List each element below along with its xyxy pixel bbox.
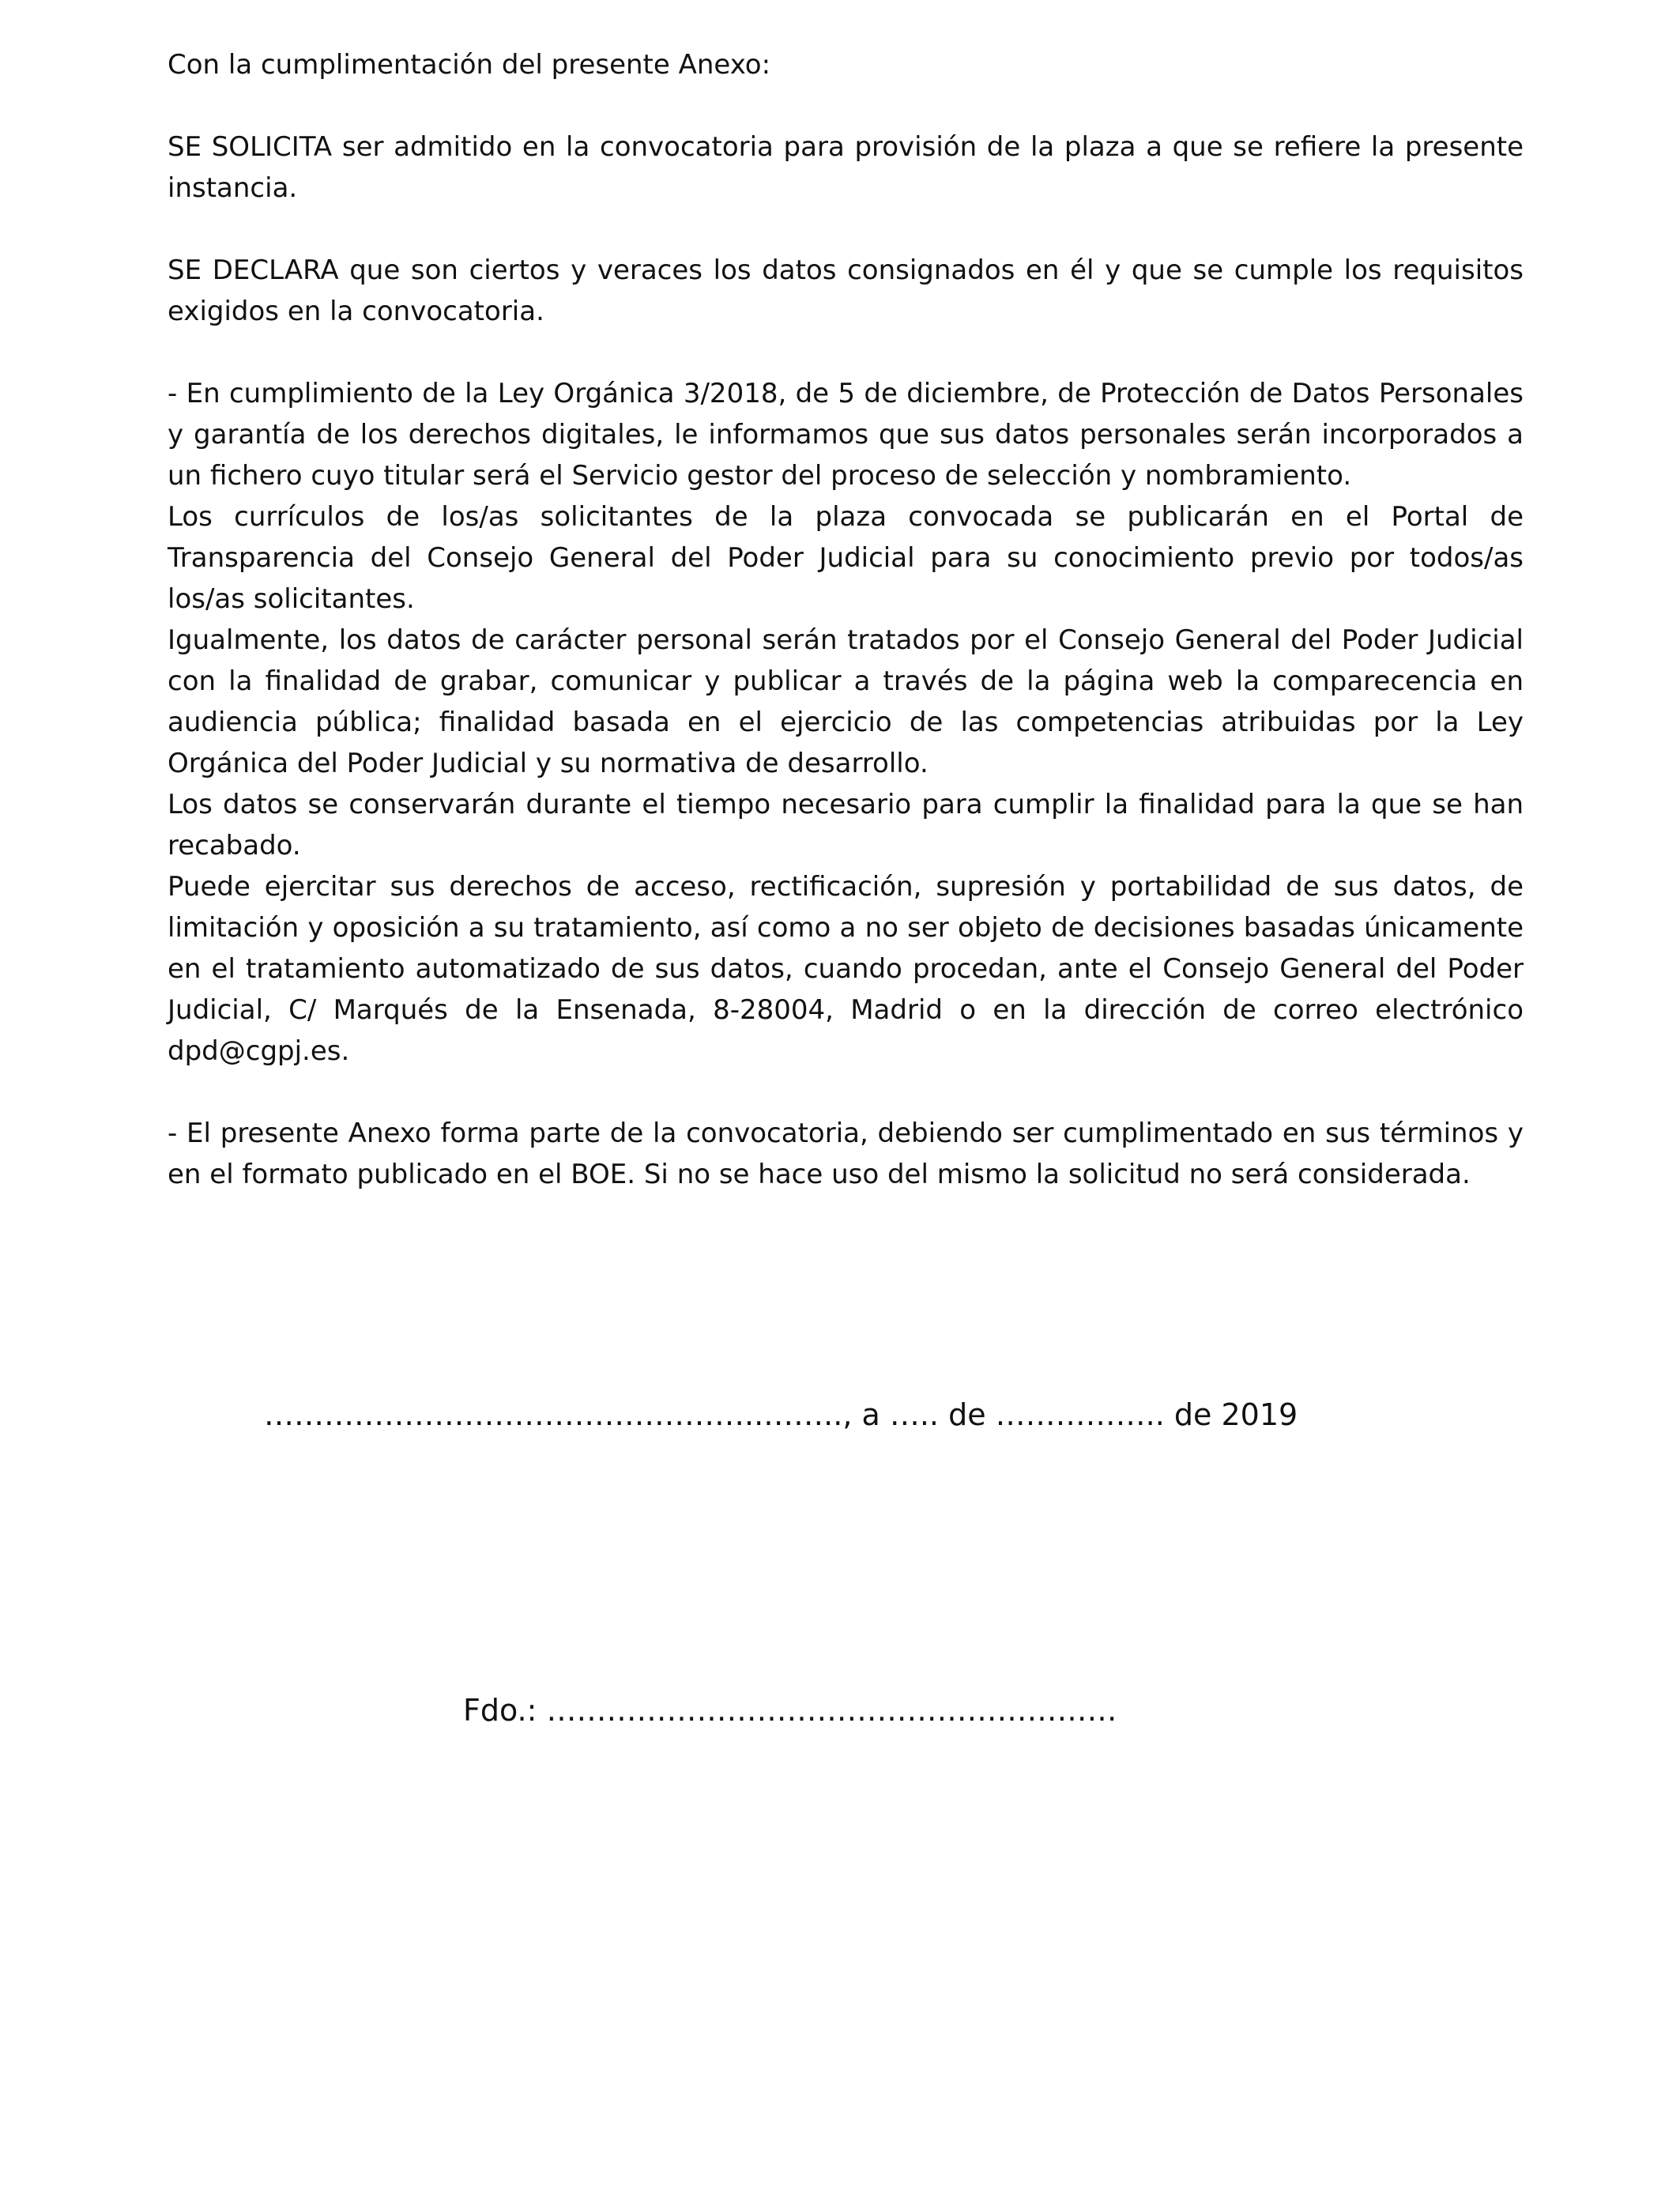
document-body — [168, 44, 1524, 1195]
signature-line: Fdo.: ………………………………………………… — [463, 1693, 1117, 1728]
intro-text: Con la cumplimentación del presente Anexo: — [168, 49, 771, 81]
privacy-paragraph-conservacion: Los datos se conservarán durante el tiempo necesario para cumplir la finalidad para la que se han recabado. — [168, 789, 1524, 861]
privacy-paragraph-ley: - En cumplimiento de la Ley Orgánica 3/2018, de 5 de diciembre, de Protección de Datos Personales y garantía de los derechos digitales, le informamos que sus datos personales serán incorporados a un fichero cuyo titular será el Servicio gestor del proceso de selección y nombramiento. — [168, 378, 1524, 492]
privacy-paragraph-tratamiento: Igualmente, los datos de carácter personal serán tratados por el Consejo General del Poder Judicial con la finalidad de grabar, comunicar y publicar a través de la página web la comparecencia en audiencia pública; finalidad basada en el ejercicio de las competencias atribuidas por la Ley Orgánica del Poder Judicial y su normativa de desarrollo. — [168, 624, 1524, 779]
privacy-paragraph-curriculos: Los currículos de los/as solicitantes de la plaza convocada se publicarán en el Portal de Transparencia del Consejo General del Poder Judicial para su conocimiento previo por todos/as los/as solicitantes. — [168, 501, 1524, 615]
privacy-paragraph-derechos: Puede ejercitar sus derechos de acceso, rectificación, supresión y portabilidad de sus datos, de limitación y oposición a su tratamiento, así como a no ser objeto de decisiones basadas únicamente en el tratamiento automatizado de sus datos, cuando procedan, ante el Consejo General del Poder Judicial, C/ Marqués de la Ensenada, 8-28004, Madrid o en la dirección de correo electrónico dpd@cgpj.es. — [168, 871, 1524, 1067]
annex-note-paragraph: - El presente Anexo forma parte de la convocatoria, debiendo ser cumplimentado en sus términos y en el formato publicado en el BOE. Si no se hace uso del mismo la solicitud no será considerada. — [168, 1118, 1524, 1190]
solicita-paragraph: SE SOLICITA ser admitido en la convocatoria para provisión de la plaza a que se refiere la presente instancia. — [168, 131, 1524, 204]
date-line: …………………………………………..…….., a ….. de …………….. de 2019 — [264, 1397, 1298, 1432]
declara-paragraph: SE DECLARA que son ciertos y veraces los datos consignados en él y que se cumple los requisitos exigidos en la convocatoria. — [168, 254, 1524, 327]
